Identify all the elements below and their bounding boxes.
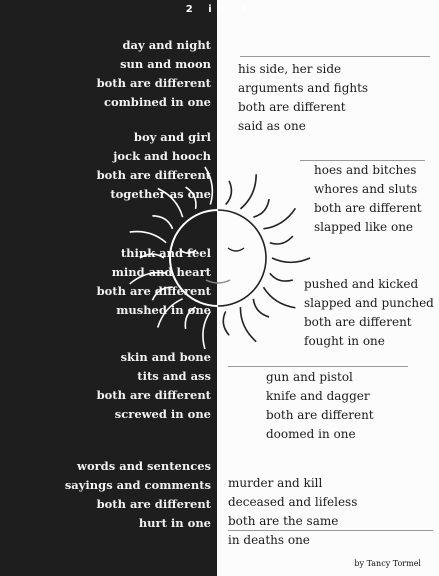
right-stanza-3 <box>304 275 434 351</box>
poem-line: slapped like one <box>314 220 414 234</box>
poem-line: together as one <box>110 187 211 201</box>
sun-ray <box>253 199 269 217</box>
poem-line: his side, her side <box>238 62 342 76</box>
sun-ray <box>158 299 183 328</box>
poem-line: both are different <box>96 388 211 402</box>
sun-ray <box>130 232 166 243</box>
sun-ray <box>140 254 164 258</box>
poem-line: both are different <box>304 315 412 329</box>
poem-line: jock and hooch <box>113 149 211 163</box>
divider-rule <box>300 160 425 161</box>
poem-line: gun and pistol <box>266 370 353 384</box>
sun-face-outline-light <box>218 210 266 306</box>
sun-ray <box>270 273 293 281</box>
poem-line: hurt in one <box>138 516 211 530</box>
sun-ray <box>203 311 210 349</box>
sun-ray <box>186 187 196 209</box>
sun-eye-left <box>180 250 196 253</box>
sun-ray <box>152 216 172 229</box>
divider-rule <box>228 530 433 531</box>
poem-line: both are different <box>266 408 374 422</box>
left-stanza-1 <box>97 36 211 112</box>
right-stanza-4 <box>266 368 374 444</box>
poem-line: both are different <box>238 100 346 114</box>
poem-line: whores and sluts <box>314 182 418 196</box>
divider-rule <box>228 366 408 367</box>
sun-mouth <box>206 280 230 283</box>
poem-line: fought in one <box>304 334 385 348</box>
poem-line: sun and moon <box>120 57 211 71</box>
sun-ray <box>185 307 195 329</box>
poem-line: said as one <box>238 119 306 133</box>
poem-line: knife and dagger <box>266 389 370 403</box>
right-stanza-5 <box>228 474 357 550</box>
poem-line: doomed in one <box>266 427 356 441</box>
poem-line: day and night <box>122 38 211 52</box>
poem-line: both are the same <box>228 514 339 528</box>
left-stanza-4 <box>97 348 211 424</box>
poem-line: mind and heart <box>111 265 211 279</box>
sun-ray <box>152 287 172 300</box>
sun-ray <box>263 208 295 229</box>
sun-ray <box>226 181 232 205</box>
sun-ray <box>270 236 293 244</box>
poem-line: both are different <box>96 497 211 511</box>
sun-ray <box>272 258 310 262</box>
sun-ray <box>240 174 256 209</box>
poem-line: screwed in one <box>114 407 211 421</box>
sun-ray <box>223 311 229 335</box>
poem-line: tits and ass <box>137 369 211 383</box>
sun-ray <box>240 307 256 342</box>
poem-line: both are different <box>96 168 211 182</box>
sun-ray <box>205 167 212 205</box>
poem-line: both are different <box>314 201 422 215</box>
sun-rays <box>130 167 310 349</box>
sun-eye-right <box>228 248 244 251</box>
sun-ray <box>263 287 295 308</box>
poem-line: sayings and comments <box>64 478 211 492</box>
poem-line: combined in one <box>103 95 211 109</box>
poem-line: both are different <box>96 284 211 298</box>
poem-line: mushed in one <box>116 303 211 317</box>
right-stanza-2 <box>314 161 422 237</box>
poem-line: pushed and kicked <box>304 277 419 291</box>
sun-face-icon <box>118 158 318 358</box>
poem-line: arguments and fights <box>238 81 369 95</box>
divider-rule <box>240 56 430 57</box>
right-stanza-1 <box>238 60 368 136</box>
left-stanza-5 <box>65 457 211 533</box>
poem-line: think and feel <box>120 246 211 260</box>
poem-line: boy and girl <box>133 130 211 144</box>
poem-line: deceased and lifeless <box>228 495 358 509</box>
author-credit: by Tancy Tormel <box>354 559 421 568</box>
sun-ray <box>158 188 183 217</box>
poem-line: slapped and punched <box>304 296 434 310</box>
poem-title: 2 in 1 <box>185 4 254 15</box>
sun-ray <box>253 299 269 317</box>
sun-ray <box>130 273 166 284</box>
poem-line: hoes and bitches <box>314 163 417 177</box>
poem-line: both are different <box>96 76 211 90</box>
poem-line: murder and kill <box>228 476 323 490</box>
poem-line: skin and bone <box>120 350 211 364</box>
poem-line: words and sentences <box>77 459 211 473</box>
poem-line: in deaths one <box>228 533 310 547</box>
